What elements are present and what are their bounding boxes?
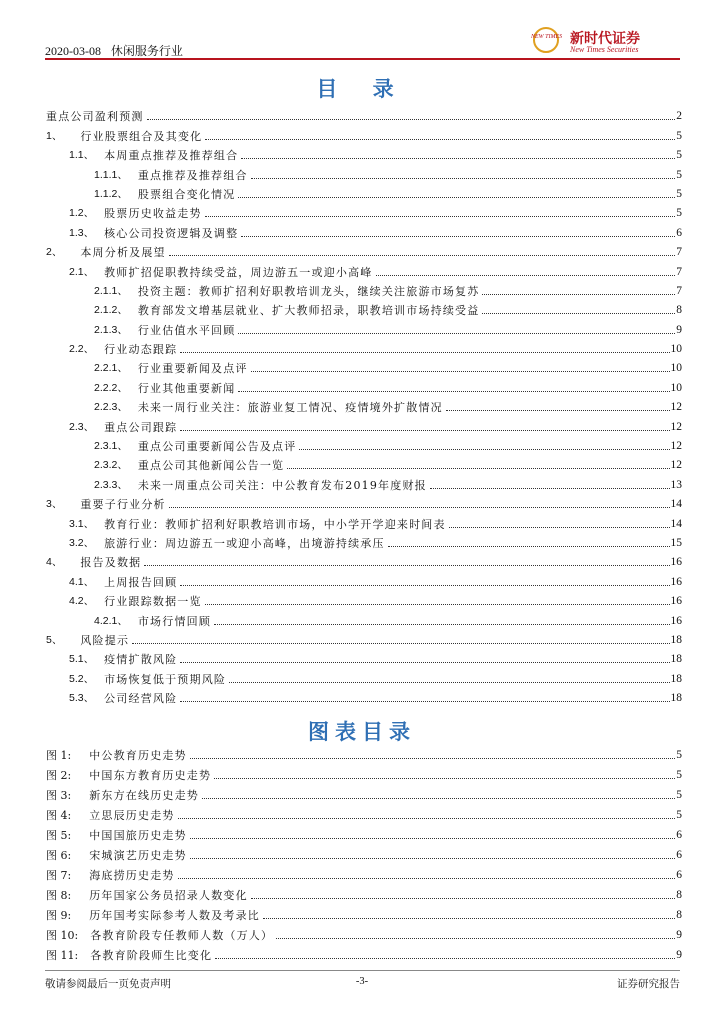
- toc-entry-page: 16: [670, 575, 682, 588]
- figure-entry-title: 宋城演艺历史走势: [89, 849, 187, 862]
- figure-entry[interactable]: [46, 762, 682, 782]
- figure-entry-page: 9: [676, 949, 682, 961]
- toc-entry-page: 16: [670, 556, 682, 569]
- leader-dots: [215, 957, 675, 959]
- leader-dots: [287, 467, 669, 469]
- figure-entry-number: 图 3:: [46, 789, 72, 802]
- leader-dots: [205, 603, 670, 605]
- toc-entry-number: 4.1、: [69, 575, 95, 588]
- toc-entry-number: 2.1、: [69, 265, 95, 278]
- toc-entry[interactable]: [46, 531, 682, 550]
- figure-entry-page: 5: [676, 789, 682, 801]
- leader-dots: [132, 642, 669, 644]
- industry-label: 休闲服务行业: [110, 44, 183, 58]
- figure-entry-page: 8: [676, 909, 682, 921]
- leader-dots: [482, 312, 675, 314]
- leader-dots: [190, 857, 675, 859]
- leader-dots: [178, 877, 676, 879]
- toc-entry-title: 教育部发文增基层就业、扩大教师招录，职教培训市场持续受益: [137, 304, 480, 318]
- toc-entry-title: 本周分析及展望: [80, 246, 166, 260]
- figure-entry-number: 图 6:: [46, 849, 72, 862]
- toc-entry-number: 2.1.1、: [94, 284, 128, 297]
- toc-entry-title: 未来一周行业关注：旅游业复工情况、疫情境外扩散情况: [137, 401, 443, 415]
- leader-dots: [202, 797, 675, 799]
- logo-name-en: New Times Securities: [570, 45, 639, 54]
- toc-entry[interactable]: [46, 162, 682, 181]
- leader-dots: [449, 526, 670, 528]
- toc-entry-number: 2.2、: [69, 343, 95, 356]
- toc-entry-title: 本周重点推荐及推荐组合: [104, 149, 239, 163]
- leader-dots: [214, 623, 669, 625]
- toc-entry-number: 4.2.1、: [94, 614, 128, 627]
- toc-entry-page: 5: [676, 187, 682, 200]
- toc-entry-page: 18: [670, 653, 682, 666]
- toc-entry[interactable]: [46, 608, 682, 627]
- figure-entry[interactable]: [46, 742, 682, 762]
- figure-entry-title: 中公教育历史走势: [89, 749, 187, 762]
- toc-entry-number: 1.1.1、: [94, 168, 128, 181]
- leader-dots: [430, 487, 670, 489]
- company-logo: [530, 26, 680, 56]
- toc-entry-title: 行业跟踪数据一览: [104, 595, 202, 609]
- toc-entry[interactable]: [46, 279, 682, 298]
- leader-dots: [251, 177, 676, 179]
- figure-entry-title: 立思辰历史走势: [89, 809, 175, 822]
- toc-entry-number: 4、: [46, 556, 63, 569]
- toc-entry[interactable]: [46, 569, 682, 588]
- figure-entry[interactable]: [46, 942, 682, 962]
- toc-entry-number: 2.3.2、: [94, 459, 128, 472]
- figure-entry-number: 图 10:: [46, 929, 79, 942]
- leader-dots: [180, 661, 669, 663]
- figure-entry-title: 新东方在线历史走势: [89, 789, 200, 802]
- toc-entry-title: 市场恢复低于预期风险: [104, 672, 227, 686]
- toc-entry-title: 行业股票组合及其变化: [80, 129, 203, 143]
- toc-entry-page: 12: [670, 459, 682, 472]
- toc-entry[interactable]: [46, 240, 682, 259]
- figure-entry[interactable]: [46, 822, 682, 842]
- toc-entry-page: 7: [676, 265, 682, 278]
- toc-entry[interactable]: [46, 317, 682, 336]
- leader-dots: [190, 757, 675, 759]
- report-date: 2020-03-08: [45, 44, 101, 58]
- toc-entry[interactable]: [46, 298, 682, 317]
- leader-dots: [180, 429, 669, 431]
- toc-entry[interactable]: [46, 666, 682, 685]
- toc-entry-title: 股票组合变化情况: [137, 187, 236, 201]
- toc-entry-page: 6: [676, 226, 682, 239]
- logo-name-cn: 新时代证券: [570, 31, 640, 47]
- toc-entry-page: 18: [670, 692, 682, 705]
- figure-entry-title: 中国东方教育历史走势: [89, 769, 212, 782]
- toc-entry-number: 2.2.2、: [94, 381, 128, 394]
- toc-entry-number: 5.3、: [69, 692, 95, 705]
- toc-entry[interactable]: [46, 220, 682, 239]
- toc-entry-number: 3、: [46, 498, 63, 511]
- toc-entry-title: 未来一周重点公司关注：中公教育发布2019年度财报: [137, 478, 427, 492]
- toc-entry-title: 疫情扩散风险: [104, 653, 178, 667]
- toc-entry[interactable]: [46, 104, 682, 123]
- toc-entry-title: 行业动态跟踪: [104, 343, 178, 357]
- toc-entry-page: 12: [670, 401, 682, 414]
- toc-entry-number: 2.3.1、: [94, 440, 128, 453]
- leader-dots: [376, 274, 676, 276]
- leader-dots: [241, 235, 675, 237]
- leader-dots: [276, 937, 675, 939]
- toc-entry-page: 9: [676, 323, 682, 336]
- toc-entry-number: 4.2、: [69, 595, 95, 608]
- leader-dots: [251, 897, 675, 899]
- leader-dots: [180, 351, 669, 353]
- toc-entry-page: 12: [670, 420, 682, 433]
- toc-entry[interactable]: [46, 123, 682, 142]
- toc-entry-title: 行业估值水平回顾: [137, 323, 236, 337]
- toc-entry-title: 重点公司盈利预测: [46, 110, 144, 124]
- leader-dots: [180, 700, 669, 702]
- figure-entry-title: 海底捞历史走势: [89, 869, 175, 882]
- toc-entry[interactable]: [46, 414, 682, 433]
- figure-entry-page: 5: [676, 749, 682, 761]
- toc-entry-page: 14: [670, 517, 682, 530]
- toc-entry-title: 教育行业：教师扩招利好职教培训市场，中小学开学迎来时间表: [104, 517, 446, 531]
- toc-entry-page: 14: [670, 498, 682, 511]
- toc-entry-title: 核心公司投资逻辑及调整: [104, 226, 239, 240]
- leader-dots: [205, 138, 675, 140]
- toc-entry-page: 16: [670, 595, 682, 608]
- toc-entry-page: 2: [676, 110, 682, 123]
- toc-entry-title: 旅游行业：周边游五一或迎小高峰，出境游持续承压: [104, 536, 385, 550]
- toc-entry-page: 10: [670, 343, 682, 356]
- toc-entry-page: 15: [670, 536, 682, 549]
- toc-entry-number: 2.3.3、: [94, 478, 128, 491]
- toc-entry-number: 2、: [46, 246, 63, 259]
- toc-entry-title: 股票历史收益走势: [104, 207, 202, 221]
- toc-entry[interactable]: [46, 647, 682, 666]
- figure-entry-number: 图 1:: [46, 749, 72, 762]
- footer-report-type: 证券研究报告: [617, 978, 680, 990]
- figure-entry-page: 5: [676, 769, 682, 781]
- toc-entry-title: 重点推荐及推荐组合: [137, 168, 248, 182]
- toc-entry[interactable]: [46, 375, 682, 394]
- toc-entry-page: 10: [670, 362, 682, 375]
- leader-dots: [446, 409, 670, 411]
- toc-list: [46, 104, 682, 705]
- toc-entry-number: 3.1、: [69, 517, 95, 530]
- figure-entry-number: 图 7:: [46, 869, 72, 882]
- toc-entry-title: 行业重要新闻及点评: [137, 362, 248, 376]
- figure-entry-page: 6: [676, 829, 682, 841]
- toc-entry-number: 5.1、: [69, 653, 95, 666]
- toc-entry[interactable]: [46, 589, 682, 608]
- leader-dots: [205, 215, 676, 217]
- leader-dots: [251, 370, 670, 372]
- header-rule: [45, 58, 680, 60]
- figure-entry-title: 历年国家公务员招录人数变化: [89, 889, 248, 902]
- report-header: [45, 42, 183, 59]
- toc-entry[interactable]: [46, 453, 682, 472]
- leader-dots: [178, 817, 676, 819]
- toc-entry-number: 2.2.3、: [94, 401, 128, 414]
- footer-disclaimer[interactable]: 敬请参阅最后一页免责声明: [45, 978, 171, 990]
- figure-entry-number: 图 4:: [46, 809, 72, 822]
- leader-dots: [238, 332, 675, 334]
- leader-dots: [180, 584, 669, 586]
- leader-dots: [229, 681, 669, 683]
- leader-dots: [169, 254, 676, 256]
- toc-entry-page: 18: [670, 672, 682, 685]
- figure-entry-page: 8: [676, 889, 682, 901]
- toc-entry-title: 重点公司其他新闻公告一览: [137, 459, 285, 473]
- leader-dots: [238, 390, 669, 392]
- leader-dots: [241, 157, 675, 159]
- toc-entry[interactable]: [46, 395, 682, 414]
- toc-entry-title: 投资主题：教师扩招利好职教培训龙头，继续关注旅游市场复苏: [137, 284, 480, 298]
- toc-entry[interactable]: [46, 511, 682, 530]
- logo-mark-icon: [530, 26, 568, 56]
- toc-entry-page: 5: [676, 149, 682, 162]
- figure-entry[interactable]: [46, 802, 682, 822]
- toc-entry-title: 风险提示: [80, 633, 130, 647]
- leader-dots: [482, 293, 675, 295]
- toc-entry[interactable]: [46, 143, 682, 162]
- toc-entry-page: 16: [670, 614, 682, 627]
- toc-entry-page: 5: [676, 129, 682, 142]
- toc-entry-title: 市场行情回顾: [137, 614, 212, 628]
- page-number: -3-: [355, 976, 369, 987]
- toc-title: 目 录: [316, 77, 408, 101]
- toc-entry-title: 报告及数据: [80, 556, 142, 570]
- leader-dots: [299, 448, 669, 450]
- logo-mark-text: NEW TIMES: [531, 34, 563, 40]
- toc-entry-title: 教师扩招促职教持续受益，周边游五一或迎小高峰: [104, 265, 373, 279]
- toc-entry-page: 7: [676, 246, 682, 259]
- figure-entry[interactable]: [46, 862, 682, 882]
- toc-entry[interactable]: [46, 434, 682, 453]
- toc-entry[interactable]: [46, 201, 682, 220]
- toc-entry[interactable]: [46, 259, 682, 278]
- leader-dots: [214, 777, 675, 779]
- toc-entry-number: 5.2、: [69, 672, 95, 685]
- toc-entry[interactable]: [46, 472, 682, 491]
- toc-entry-page: 8: [676, 304, 682, 317]
- toc-entry[interactable]: [46, 492, 682, 511]
- figure-entry[interactable]: [46, 782, 682, 802]
- toc-entry-page: 12: [670, 440, 682, 453]
- figure-entry[interactable]: [46, 882, 682, 902]
- toc-entry-number: 3.2、: [69, 536, 95, 549]
- figure-entry-title: 各教育阶段专任教师人数（万人）: [90, 929, 274, 942]
- figure-entry-number: 图 9:: [46, 909, 72, 922]
- toc-entry-number: 5、: [46, 633, 63, 646]
- toc-entry-number: 2.1.3、: [94, 323, 128, 336]
- toc-entry-page: 7: [676, 284, 682, 297]
- leader-dots: [263, 917, 675, 919]
- toc-entry-page: 10: [670, 381, 682, 394]
- toc-entry[interactable]: [46, 337, 682, 356]
- figure-entry-title: 各教育阶段师生比变化: [90, 949, 213, 962]
- figure-entry-title: 历年国考实际参考人数及考录比: [89, 909, 261, 922]
- figure-entry-number: 图 5:: [46, 829, 72, 842]
- leader-dots: [238, 196, 675, 198]
- toc-entry-title: 行业其他重要新闻: [137, 381, 236, 395]
- toc-entry-page: 5: [676, 207, 682, 220]
- toc-entry-number: 2.1.2、: [94, 304, 128, 317]
- figure-entry-title: 中国国旅历史走势: [89, 829, 187, 842]
- toc-entry-title: 公司经营风险: [104, 692, 178, 706]
- figure-entry-number: 图 11:: [46, 949, 79, 962]
- toc-entry-title: 重点公司重要新闻公告及点评: [137, 440, 297, 454]
- figure-entry-page: 6: [676, 869, 682, 881]
- toc-entry-page: 5: [676, 168, 682, 181]
- toc-entry[interactable]: [46, 628, 682, 647]
- toc-entry[interactable]: [46, 182, 682, 201]
- figure-entry[interactable]: [46, 922, 682, 942]
- toc-entry[interactable]: [46, 356, 682, 375]
- toc-entry-number: 1.1.2、: [94, 187, 128, 200]
- leader-dots: [169, 506, 670, 508]
- figure-entry[interactable]: [46, 902, 682, 922]
- toc-entry-number: 2.2.1、: [94, 362, 128, 375]
- figure-entry[interactable]: [46, 842, 682, 862]
- leader-dots: [388, 545, 670, 547]
- toc-entry-title: 上周报告回顾: [104, 575, 178, 589]
- toc-entry[interactable]: [46, 686, 682, 705]
- toc-entry-page: 18: [670, 633, 682, 646]
- toc-entry-number: 1.1、: [69, 149, 95, 162]
- leader-dots: [147, 118, 676, 120]
- figure-entry-number: 图 2:: [46, 769, 72, 782]
- toc-entry-number: 1.2、: [69, 207, 95, 220]
- leader-dots: [190, 837, 675, 839]
- toc-entry-number: 1.3、: [69, 226, 95, 239]
- toc-entry-title: 重点公司跟踪: [104, 420, 178, 434]
- toc-entry-number: 2.3、: [69, 420, 95, 433]
- figure-entry-page: 6: [676, 849, 682, 861]
- toc-entry-title: 重要子行业分析: [80, 498, 166, 512]
- figure-list-title: 图表目录: [308, 720, 416, 744]
- figure-entry-page: 9: [676, 929, 682, 941]
- leader-dots: [144, 564, 669, 566]
- toc-entry[interactable]: [46, 550, 682, 569]
- figure-entry-number: 图 8:: [46, 889, 72, 902]
- figure-entry-page: 5: [676, 809, 682, 821]
- figure-list: [46, 742, 682, 962]
- toc-entry-page: 13: [670, 478, 682, 491]
- footer-rule: [45, 970, 680, 971]
- toc-entry-number: 1、: [46, 129, 63, 142]
